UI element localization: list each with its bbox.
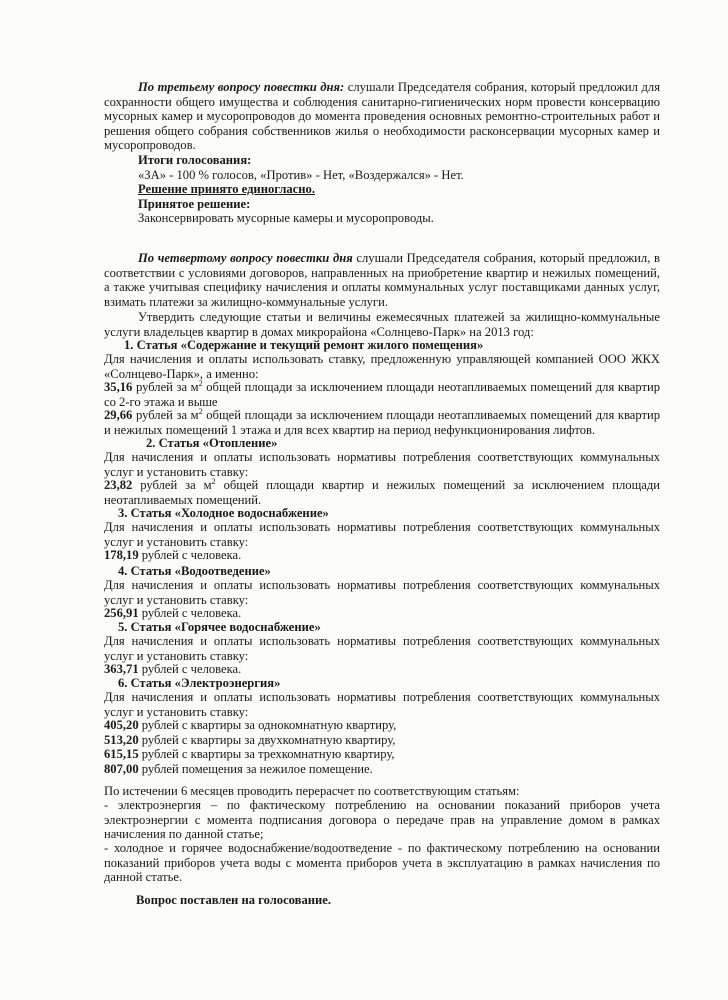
article3-title: 3. Статья «Холодное водоснабжение» xyxy=(118,506,329,520)
article5-text: рублей с человека. xyxy=(138,662,242,676)
article6-rate-4-value: 807,00 xyxy=(104,761,139,776)
decision-text: Законсервировать мусорные камеры и мусоропроводы. xyxy=(138,211,434,226)
article4-title: 4. Статья «Водоотведение» xyxy=(118,564,271,578)
article6-intro: Для начисления и оплаты использовать нормативы потребления соответствующих коммунальных услуг и установить ставку: xyxy=(104,690,660,719)
section4-paragraph xyxy=(104,251,660,309)
article6-rate-4 xyxy=(104,762,660,777)
decision-label: Принятое решение: xyxy=(138,196,251,211)
article1-rate2-sup: 2 xyxy=(198,406,203,416)
article1-rate2 xyxy=(104,408,660,437)
article6-rate-1 xyxy=(104,718,660,733)
section4-lead: По четвертому вопросу повестки дня xyxy=(138,251,353,265)
article2-sup: 2 xyxy=(211,476,216,486)
article6-rate-1-value: 405,20 xyxy=(104,718,139,732)
section4-approve: Утвердить следующие статьи и величины ежемесячных платежей за жилищно-коммунальные услуги владельцев квартир в домах микрорайона «Солнцево-Парк» на 2013 год: xyxy=(104,310,660,339)
article2-value: 23,82 xyxy=(104,478,133,492)
article2-text: общей площади квартир и нежилых помещений за исключением площади неотапливаемых помещений. xyxy=(104,478,660,507)
article5-rate xyxy=(104,662,660,677)
article1-rate2-value: 29,66 xyxy=(104,408,133,422)
article1-rate2-text: общей площади за исключением площади неотапливаемых помещений для квартир и нежилых помещений 1 этажа и для всех квартир на период нефункционирования лифтов. xyxy=(104,408,660,437)
article5-intro: Для начисления и оплаты использовать нормативы потребления соответствующих коммунальных услуг и установить ставку: xyxy=(104,634,660,663)
article1-rate1-value: 35,16 xyxy=(104,380,133,394)
unanimous-text: Решение принято единогласно. xyxy=(138,182,315,197)
article6-title: 6. Статья «Электроэнергия» xyxy=(118,676,281,690)
article2-unit: рублей за м xyxy=(132,478,212,492)
section4-text: слушали Председателя собрания, который предложил, в соответствии с условиями договоров, направленных на приобретение квартир и нежилых помещений, а также учитывая специфику начисления и оплаты коммунальных услуг поставщиками данных услуг, взимать платежи за жилищно-коммунальные услуги. xyxy=(104,251,660,309)
article6-rate-2-value: 513,20 xyxy=(104,732,139,747)
section3-text: слушали Председателя собрания, который предложил для сохранности общего имущества и соблюдения санитарно-гигиенических норм провести консервацию мусорных камер и мусоропроводов до момента проведения основных ремонтно-строительных работ и решения общего собрания собственников жилья о необходимости расконсервации мусорных камер и мусоропроводов. xyxy=(104,80,660,153)
article6-rate-2-text: рублей с квартиры за двухкомнатную квартиру, xyxy=(138,732,396,747)
article6-rate-1-text: рублей с квартиры за однокомнатную квартиру, xyxy=(138,718,397,732)
article4-value: 256,91 xyxy=(104,606,139,620)
recalc-item-water: - холодное и горячее водоснабжение/водоотведение - по фактическому потреблению на основании показаний приборов учета воды с момента приборов учета в эксплуатацию в рамках начисления по данной статье. xyxy=(104,841,660,885)
article1-rate1-sup: 2 xyxy=(198,378,203,388)
article6-rate-3 xyxy=(104,747,660,762)
article3-intro: Для начисления и оплаты использовать нормативы потребления соответствующих коммунальных услуг и установить ставку: xyxy=(104,520,660,549)
article6-rate-3-text: рублей с квартиры за трехкомнатную квартиру, xyxy=(138,747,395,762)
recalc-item-electricity: - электроэнергия – по фактическому потреблению на основании показаний приборов учета электроэнергии с момента подписания договора о передаче прав на управление домом в рамках начисления по данной статье; xyxy=(104,798,660,842)
section3-paragraph xyxy=(104,80,660,153)
article6-rate-2 xyxy=(104,733,660,748)
article4-rate xyxy=(104,606,660,621)
article3-text: рублей с человека. xyxy=(138,548,242,562)
section3-results xyxy=(104,153,694,226)
article2-rate xyxy=(104,478,660,507)
article3-value: 178,19 xyxy=(104,548,139,562)
article6-rate-4-text: рублей помещения за нежилое помещение. xyxy=(138,761,373,776)
article2-intro: Для начисления и оплаты использовать нормативы потребления соответствующих коммунальных услуг и установить ставку: xyxy=(104,450,660,479)
results-text: «ЗА» - 100 % голосов, «Против» - Нет, «Воздержался» - Нет. xyxy=(138,167,464,182)
vote-statement: Вопрос поставлен на голосование. xyxy=(136,893,331,907)
article1-rate1-unit: рублей за м xyxy=(132,380,199,394)
article5-value: 363,71 xyxy=(104,662,139,676)
article5-title: 5. Статья «Горячее водоснабжение» xyxy=(118,620,321,634)
article2-title: 2. Статья «Отопление» xyxy=(146,436,278,450)
article3-rate xyxy=(104,548,660,563)
article1-rate1 xyxy=(104,380,660,409)
article1-title: 1. Статья «Содержание и текущий ремонт жилого помещения» xyxy=(124,338,484,352)
article1-rate1-text: общей площади за исключением площади неотапливаемых помещений для квартир со 2-го этажа и выше xyxy=(104,380,660,409)
article1-intro: Для начисления и оплаты использовать ставку, предложенную управляющей компанией ООО ЖКХ «Солнцево-Парк», а именно: xyxy=(104,352,660,381)
results-label: Итоги голосования: xyxy=(138,153,252,167)
article4-text: рублей с человека. xyxy=(138,606,242,620)
section3-lead: По третьему вопросу повестки дня: xyxy=(138,80,345,94)
article4-intro: Для начисления и оплаты использовать нормативы потребления соответствующих коммунальных услуг и установить ставку: xyxy=(104,578,660,607)
article6-rate-3-value: 615,15 xyxy=(104,747,139,762)
article1-rate2-unit: рублей за м xyxy=(132,408,199,422)
article6-rates xyxy=(104,718,660,776)
recalc-intro: По истечении 6 месяцев проводить перерасчет по соответствующим статьям: xyxy=(104,784,520,798)
